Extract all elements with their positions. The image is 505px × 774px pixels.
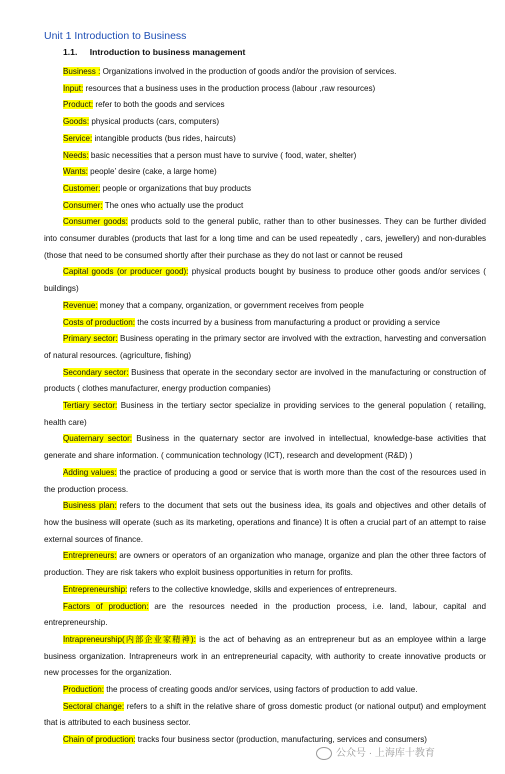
definition-term: Business : [63,67,101,76]
definition-term: Tertiary sector: [63,401,118,411]
definition-term: Adding values: [63,467,117,477]
definition-text: resources that a business uses in the production process (labour ,raw resources) [83,83,376,93]
definition-entry [44,114,486,131]
section-number: 1.1. [63,47,78,57]
definition-text: intangible products (bus rides, haircuts) [92,133,236,143]
definition-text: physical products bought by business to produce other goods and/or services ( buildings) [44,267,486,294]
definition-entry [44,548,486,581]
watermark [316,744,435,760]
definition-term: Product: [63,100,94,110]
definition-text: is the act of behaving as an entrepreneur but as an employee within a large business organization. Intrapreneurs work in an entrepreneurial capacity, with authority to create innovative products or new processes for the organization. [44,634,486,678]
definition-text: the costs incurred by a business from manufacturing a product or providing a service [134,317,440,327]
definition-entry [44,632,486,682]
definition-term: Business plan: [63,501,117,511]
definition-text: Business operating in the primary sector are involved with the extraction, harvesting and conversation of natural resources. (agriculture, fishing) [44,334,486,360]
definition-entry [44,431,486,464]
definition-text: Business in the tertiary sector specialize in providing services to the general population ( retailing, health care) [44,401,486,427]
definition-entry [44,582,486,599]
definition-term: Entrepreneurship: [63,584,128,594]
definition-text: refers to a shift in the relative share of gross domestic product (or national output) and employment that is attributed to each business sector. [44,701,487,728]
definition-entry [44,81,486,98]
definition-text: the practice of producing a good or service that is worth more than the cost of the resources used in the production process. [44,467,486,494]
definition-term: Sectoral change: [63,701,125,711]
definition-entry [44,198,486,215]
definition-term: Service: [63,133,93,143]
definition-term: Consumer goods: [63,217,128,227]
definition-entry [44,148,486,165]
definition-text: products sold to the general public, rather than to other businesses. They can be further divided into consumer durables (products that last for a long time and can be used repeatedly , cars, jewellery) and non-durables (those that need to be consumed shortly after their purchase as they do not last or cannot be reused [44,217,487,260]
definition-term: Intrapreneurship(内部企业家精神): [63,634,196,644]
definition-term: Quaternary sector: [63,434,133,444]
definition-entry [44,599,486,632]
definition-term: Secondary sector: [63,367,129,377]
definition-entry [44,97,486,114]
definition-entry [44,64,486,81]
definition-term: Input: [63,83,84,93]
definition-text: basic necessities that a person must have to survive ( food, water, shelter) [88,150,357,160]
section-heading [63,47,245,57]
definition-term: Capital goods (or producer good): [63,267,189,277]
definition-entry [44,164,486,181]
section-title: Introduction to business management [89,47,246,57]
definition-text: are the resources needed in the production process, i.e. land, labour, capital and entrepreneurship. [44,601,486,628]
definition-entry [44,699,486,732]
definition-term: Production: [63,685,104,695]
definition-term: Customer: [63,183,101,193]
definition-term: Revenue: [63,300,98,310]
definition-entry [44,298,486,315]
definition-entry [44,331,486,364]
definition-text: people’ desire (cake, a large home) [87,167,217,177]
unit-title: Unit 1 Introduction to Business [44,30,187,42]
definition-text: Organizations involved in the production of goods and/or the provision of services. [100,67,397,76]
definition-term: Primary sector: [63,334,118,344]
definition-text: are owners or operators of an organization who manage, organize and plan the other three factors of production. They are risk takers who exploit business opportunities in return for profits. [44,551,486,578]
definition-term: Chain of production: [63,735,136,745]
definition-entry [44,181,486,198]
definition-entry [44,498,486,548]
definition-text: refer to both the goods and services [93,100,225,110]
definition-term: Needs: [63,150,89,160]
definition-text: refers to the document that sets out the business idea, its goals and objectives and other details of how the business will operate (such as its marketing, operations and finance) It is often a crucial part of an attempt to raise external sources of finance. [44,501,486,544]
definition-entry [44,264,486,297]
definition-text: physical products (cars, computers) [89,117,220,127]
definition-term: Consumer: [63,200,103,210]
definition-entry [44,682,486,699]
definition-text: The ones who actually use the product [102,200,244,210]
definition-list [44,64,486,749]
definition-term: Factors of production: [63,601,149,611]
definition-entry [44,365,486,398]
definition-term: Goods: [63,117,90,127]
definition-text: Business that operate in the secondary sector are involved in the manufacturing or construction of products ( clothes manufacturer, energy production companies) [44,367,486,394]
definition-entry [44,398,486,431]
definition-text: Business in the quaternary sector are involved in intellectual, knowledge-base activities that generate and share information. ( communication technology (ICT), research and development (R&D) ) [44,434,486,461]
definition-term: Entrepreneurs: [63,551,117,561]
definition-entry [44,315,486,332]
definition-text: the process of creating goods and/or services, using factors of production to add value. [103,685,418,695]
definition-entry [44,131,486,148]
definition-text: people or organizations that buy products [100,183,252,193]
definition-text: money that a company, organization, or government receives from people [97,300,364,310]
definition-text: tracks four business sector (production, manufacturing, services and consumers) [135,735,427,745]
definition-entry [44,465,486,498]
definition-term: Wants: [63,167,88,177]
definition-term: Costs of production: [63,317,135,327]
definition-text: refers to the collective knowledge, skills and experiences of entrepreneurs. [127,584,397,594]
watermark-text: 公众号 · 上海库十教育 [336,748,435,759]
definition-entry [44,214,486,264]
wechat-icon [316,747,332,760]
